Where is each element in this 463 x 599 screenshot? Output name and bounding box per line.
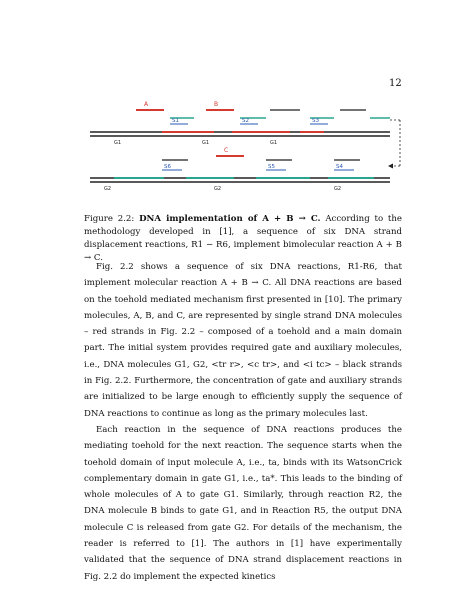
gate-label-4: G2: [104, 186, 112, 192]
paragraph-1: Fig. 2.2 shows a sequence of six DNA reactions, R1-R6, that implement molecular reaction A + B → C. All DNA reactions are based on the toehold mediated mechanism first presented in [10]. The primary molecules, A, B, and C, are represented by single strand DNA molecules – red strands in Fig. 2.2 – composed of a toehold and a main domain part. The initial system provides required gate and auxiliary molecules, i.e., DNA molecules G1, G2, <tr r>, <c tr>, and <i tc> – black strands in Fig. 2.2. Furthermore, the concentration of gate and auxiliary strands are initialized to be large enough to efficiently supply the sequence of DNA reactions to continue as long as the primary molecules last.: [84, 262, 402, 419]
reaction-label-A: A: [144, 101, 149, 108]
step-label-S2: S2: [242, 118, 249, 124]
dna-reaction-figure: [84, 92, 414, 202]
paragraph-2: Each reaction in the sequence of DNA reactions produces the mediating toehold for the next reaction. The sequence starts when the toehold domain of input molecule A, i.e., ta, binds with its WatsonCrick complementary domain in gate G1, i.e., ta*. This leads to the binding of whole molecules of A to gate G1. Similarly, through reaction R2, the DNA molecule B binds to gate G1, and in Reaction R5, the output DNA molecule C is released from gate G2. For details of the mechanism, the reader is referred to [1]. The authors in [1] have experimentally validated that the sequence of DNA strand displacement reactions in Fig. 2.2 do implement the expected kinetics: [84, 424, 402, 582]
gate-label-6: G2: [334, 186, 342, 192]
gate-label-2: G1: [202, 140, 210, 146]
caption-title: DNA implementation of A + B → C.: [139, 214, 321, 224]
caption-label: Figure 2.2:: [84, 214, 135, 224]
step-label-S3: S3: [312, 118, 319, 124]
gate-label-1: G1: [114, 140, 122, 146]
step-label-S1: S1: [172, 118, 179, 124]
step-label-S4: S4: [336, 164, 343, 170]
step-label-S5: S5: [268, 164, 275, 170]
figure-row-1: [90, 101, 390, 146]
figure-row-2: [90, 147, 390, 192]
reaction-label-B: B: [214, 101, 219, 108]
gate-label-3: G1: [270, 140, 278, 146]
page-number: 12: [389, 78, 402, 89]
caption-text: According to the methodology developed in [1], a sequence of six DNA strand displacement reactions, R1 − R6, implement bimolecular reaction A + B → C.: [84, 214, 402, 263]
row-connector-arrowhead: [388, 164, 393, 169]
figure-caption: [84, 213, 402, 265]
body-text: [84, 259, 402, 585]
step-label-S6: S6: [164, 164, 171, 170]
reaction-label-C: C: [224, 147, 229, 154]
gate-label-5: G2: [214, 186, 222, 192]
